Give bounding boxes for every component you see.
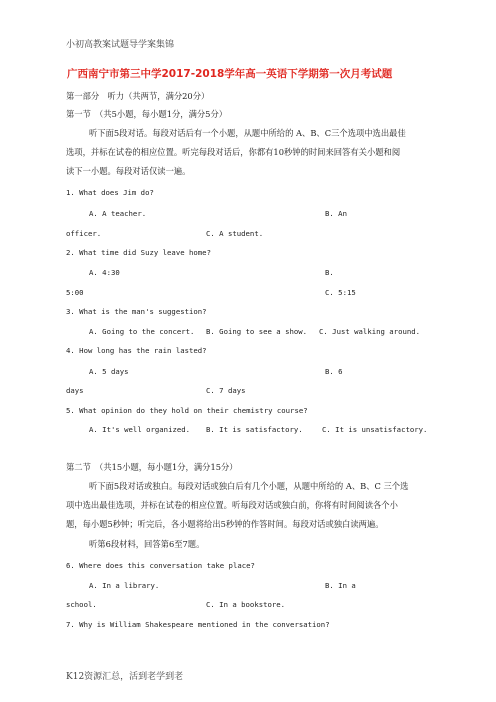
question-stem: 2. What time did Suzy leave home? xyxy=(66,248,211,257)
option-b: B. In a xyxy=(325,581,356,590)
option-a: A. In a library. xyxy=(89,581,160,590)
exam-title: 广西南宁市第三中学2017-2018学年高一英语下学期第一次月考试题 xyxy=(67,68,393,80)
option-b: B. xyxy=(325,268,334,277)
question-stem: 3. What is the man's suggestion? xyxy=(66,307,207,316)
option-b: B. 6 xyxy=(325,367,343,376)
option-a: A. It's well organized. xyxy=(89,425,191,434)
option-c: C. 5:15 xyxy=(325,288,356,297)
option-b: B. An xyxy=(325,209,347,218)
option-a: A. A teacher. xyxy=(89,209,147,218)
option-b: days xyxy=(66,386,84,395)
option-a: A. 5 days xyxy=(89,367,129,376)
option-c: C. A student. xyxy=(206,229,264,238)
material-note: 听第6段材料，回答第6至7题。 xyxy=(89,539,205,549)
question-stem: 6. Where does this conversation take place? xyxy=(66,561,255,570)
page-footer: K12资源汇总，活到老学到老 xyxy=(66,672,184,682)
section1-instructions: 读下一小题。每段对话仅读一遍。 xyxy=(66,166,191,176)
question-stem: 4. How long has the rain lasted? xyxy=(66,346,207,355)
section2-instructions: 项中选出最佳选项，并标在试卷的相应位置。听每段对话或独白前，你将有时间阅读各个小 xyxy=(66,500,398,510)
section2-instructions: 听下面5段对话或独白。每段对话或独白后有几个小题，从题中所给的 A、B、C 三个选 xyxy=(89,481,409,491)
option-a: A. 4:30 xyxy=(89,268,120,277)
option-c: C. Just walking around. xyxy=(319,327,421,336)
section2-instructions: 题，每小题5秒钟；听完后，各小题将给出5秒钟的作答时间。每段对话或独白读两遍。 xyxy=(66,519,384,529)
option-b: B. It is satisfactory. xyxy=(206,425,303,434)
page-header: 小初高教案试题导学案集锦 xyxy=(66,40,175,50)
question-stem: 7. Why is William Shakespeare mentioned in the conversation? xyxy=(66,620,330,629)
section1-instructions: 听下面5段对话。每段对话后有一个小题，从题中所给的 A、B、C三个选项中选出最佳 xyxy=(89,128,406,138)
option-b: 5:00 xyxy=(66,288,84,297)
section2-heading: 第二节 （共15小题，每小题1分，满分15分） xyxy=(66,462,238,472)
option-b: officer. xyxy=(66,229,102,238)
question-stem: 5. What opinion do they hold on their chemistry course? xyxy=(66,406,308,415)
option-b: B. Going to see a show. xyxy=(206,327,308,336)
question-stem: 1. What does Jim do? xyxy=(66,188,154,197)
option-a: A. Going to the concert. xyxy=(89,327,195,336)
option-c: C. In a bookstore. xyxy=(206,600,286,609)
part1-heading: 第一部分 听力（共两节，满分20分） xyxy=(66,91,210,101)
section1-instructions: 选项，并标在试卷的相应位置。听完每段对话后，你都有10秒钟的时间来回答有关小题和阅 xyxy=(66,147,401,157)
option-c: C. 7 days xyxy=(206,386,246,395)
section1-heading: 第一节 （共5小题，每小题1分，满分5分） xyxy=(66,109,228,119)
option-b: school. xyxy=(66,600,97,609)
option-c: C. It is unsatisfactory. xyxy=(322,425,428,434)
